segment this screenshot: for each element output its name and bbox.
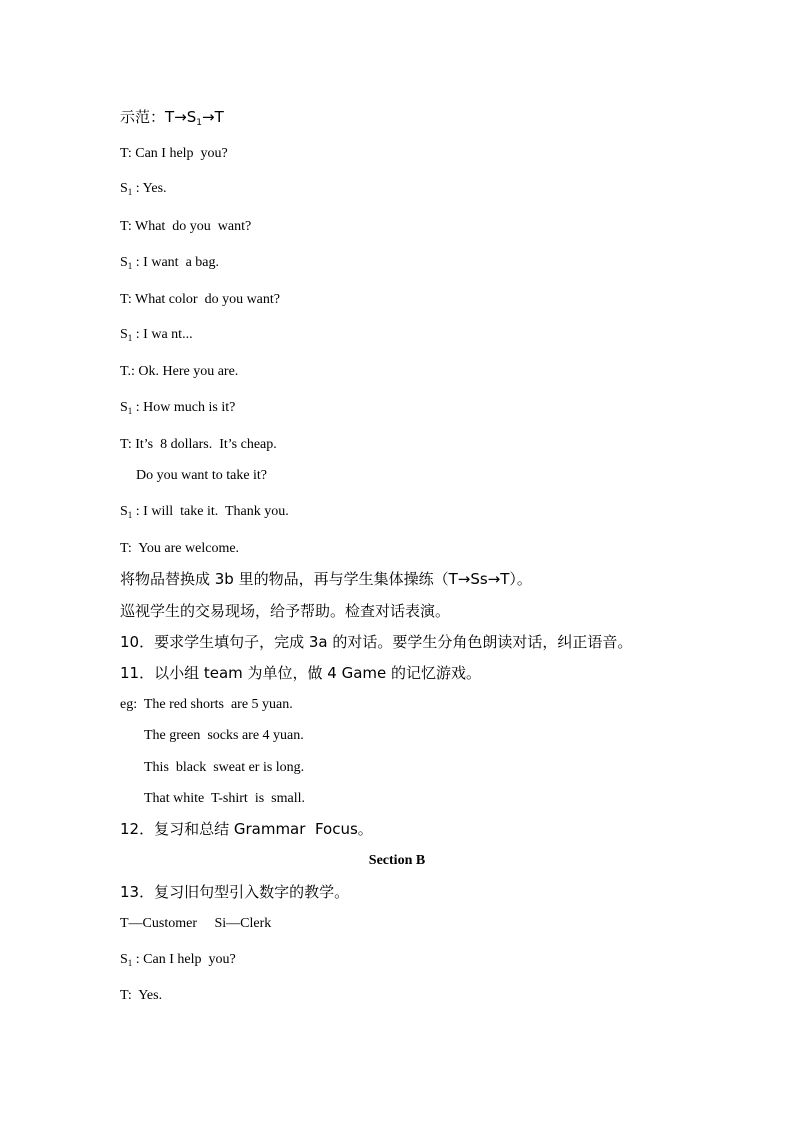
speaker-s1: $S_1$ [120,504,133,520]
dialogue-line: Do you want to take it? [136,468,268,483]
speaker-s1: $S_1$ [120,181,133,197]
dialogue-line: $S_1$ : I want a bag. [120,254,219,275]
instruction-line: 12．复习和总结 Grammar Focus。 [120,820,373,838]
demo-line [120,108,224,132]
dialogue-line: T: What do you want? [120,219,252,234]
speaker-s1: $S_1$ [186,108,202,128]
dialogue-line: T: What color do you want? [120,292,281,307]
dialogue-line: $S_1$ : How much is it? [120,399,235,420]
dialogue-line: T: It’s 8 dollars. It’s cheap. [120,437,277,452]
dialogue-line: $S_1$ : Can I help you? [120,951,236,972]
section-heading: Section B [368,853,426,868]
instruction-line: 11．以小组 team 为单位，做 4 Game 的记忆游戏。 [120,664,482,682]
dialogue-line: T: You are welcome. [120,541,240,556]
example-line: That white T-shirt is small. [144,791,305,806]
instruction-line: 巡视学生的交易现场，给予帮助。检查对话表演。 [120,602,451,620]
speaker-s1: $S_1$ [120,255,133,271]
instruction-line: 10．要求学生填句子，完成 3a 的对话。要学生分角色朗读对话，纠正语音。 [120,633,633,651]
demo-text: 示范：T→ [120,108,187,126]
speaker-s1: $S_1$ [120,327,133,343]
dialogue-line: T.: Ok. Here you are. [120,364,239,379]
instruction-line: 将物品替换成 3b 里的物品，再与学生集体操练（T→Ss→T）。 [120,570,532,588]
instruction-line: 13．复习旧句型引入数字的教学。 [120,883,350,901]
dialogue-line: T: Can I help you? [120,146,228,161]
dialogue-line: T: Yes. [120,988,163,1003]
example-line: The green socks are 4 yuan. [144,728,304,743]
demo-end-text: →T [202,108,224,126]
roles-line: T—Customer Si—Clerk [120,916,272,931]
dialogue-line: $S_1$ : I wa nt... [120,326,193,347]
speaker-s1: $S_1$ [120,400,133,416]
example-line: This black sweat er is long. [144,760,305,775]
dialogue-line: $S_1$ : Yes. [120,180,167,201]
example-line: eg: The red shorts are 5 yuan. [120,697,293,712]
speaker-s1: $S_1$ [120,952,133,968]
dialogue-line: $S_1$ : I will take it. Thank you. [120,503,289,524]
